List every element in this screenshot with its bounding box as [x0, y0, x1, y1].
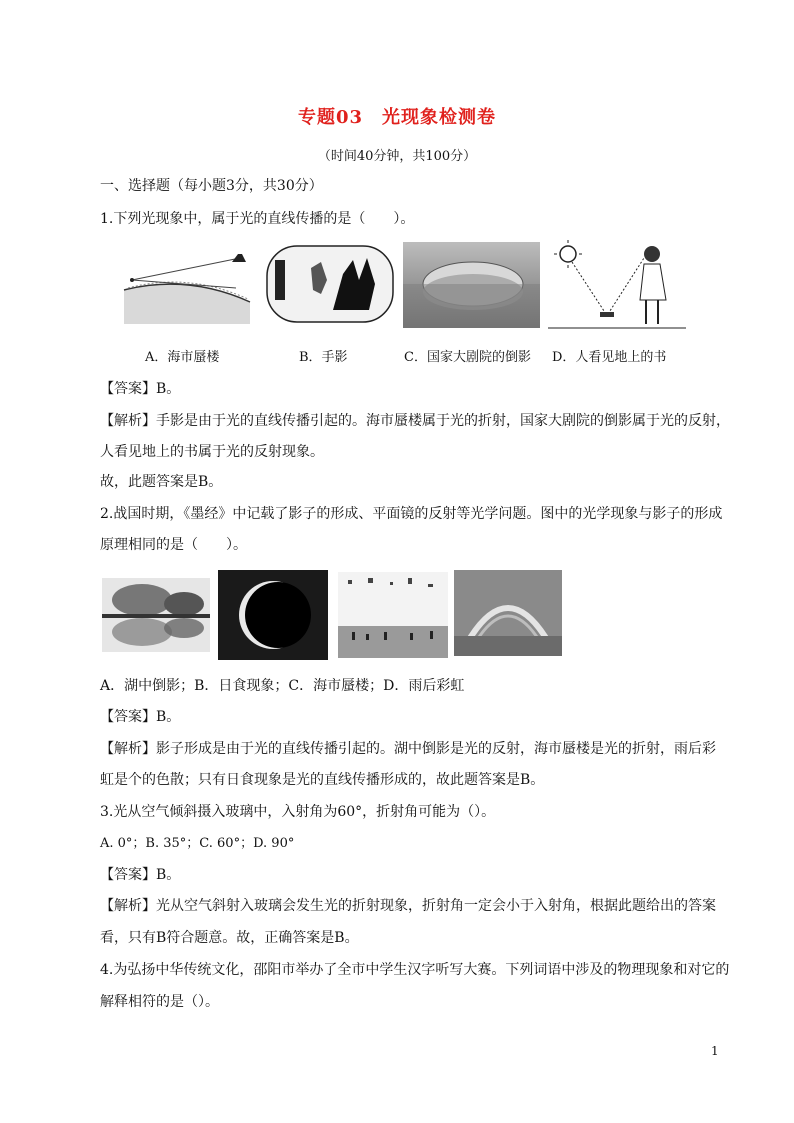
q2-image-rainbow [454, 570, 562, 656]
q3-options: A. 0°；B. 35°；C. 60°；D. 90° [100, 836, 295, 851]
section-heading: 一、选择题（每小题3分，共30分） [100, 178, 323, 194]
q2-image-solar-eclipse [218, 570, 328, 660]
q2-image-lake-reflection [102, 578, 210, 652]
q1-image-mirage [118, 244, 258, 324]
exam-duration: （时间40分钟，共100分） [317, 149, 477, 164]
page-number: 1 [711, 1044, 719, 1058]
q2-stem-line2: 原理相同的是（ ）。 [100, 537, 247, 553]
q2-stem-line1: 2.战国时期，《墨经》中记载了影子的形成、平面镜的反射等光学问题。图中的光学现象与影子的形成 [100, 506, 723, 522]
page-title: 专题03 光现象检测卷 [297, 107, 497, 128]
q2-analysis-line2: 虹是个的色散；只有日食现象是光的直线传播形成的，故此题答案是B。 [100, 772, 545, 788]
q2-answer: 【答案】B。 [100, 709, 181, 725]
q1-analysis-line1: 【解析】手影是由于光的直线传播引起的。海市蜃楼属于光的折射，国家大剧院的倒影属于光的反射， [100, 413, 730, 429]
q1-image-hand-shadow [263, 240, 397, 326]
q1-image-person-reading-book [548, 238, 686, 330]
q1-image-theater-reflection [403, 242, 540, 328]
q1-analysis-line2: 人看见地上的书属于光的反射现象。 [100, 444, 324, 460]
q3-analysis-line1: 【解析】光从空气斜射入玻璃会发生光的折射现象，折射角一定会小于入射角，根据此题给出的答案 [100, 898, 716, 914]
q1-conclusion: 故，此题答案是B。 [100, 474, 223, 490]
q4-stem-line2: 解释相符的是（）。 [100, 994, 219, 1010]
q1-caption-a: A．海市蜃楼 [145, 350, 220, 365]
q3-stem: 3.光从空气倾斜摄入玻璃中，入射角为60°，折射角可能为（）。 [100, 804, 496, 820]
q2-analysis-line1: 【解析】影子形成是由于光的直线传播引起的。湖中倒影是光的反射，海市蜃楼是光的折射，雨后彩 [100, 741, 716, 757]
q1-caption-d: D．人看见地上的书 [552, 350, 667, 365]
q3-analysis-line2: 看，只有B符合题意。故，正确答案是B。 [100, 930, 359, 946]
q3-answer: 【答案】B。 [100, 867, 181, 883]
q2-options: A．湖中倒影；B．日食现象；C．海市蜃楼；D．雨后彩虹 [100, 678, 465, 694]
q1-answer: 【答案】B。 [100, 381, 181, 397]
q1-stem: 1.下列光现象中，属于光的直线传播的是（ ）。 [100, 211, 415, 227]
q2-image-mirage [338, 572, 448, 658]
q4-stem-line1: 4.为弘扬中华传统文化，邵阳市举办了全市中学生汉字听写大赛。下列词语中涉及的物理现象和对它的 [100, 962, 730, 978]
q1-caption-b: B．手影 [299, 350, 348, 365]
q1-caption-c: C．国家大剧院的倒影 [404, 350, 531, 365]
